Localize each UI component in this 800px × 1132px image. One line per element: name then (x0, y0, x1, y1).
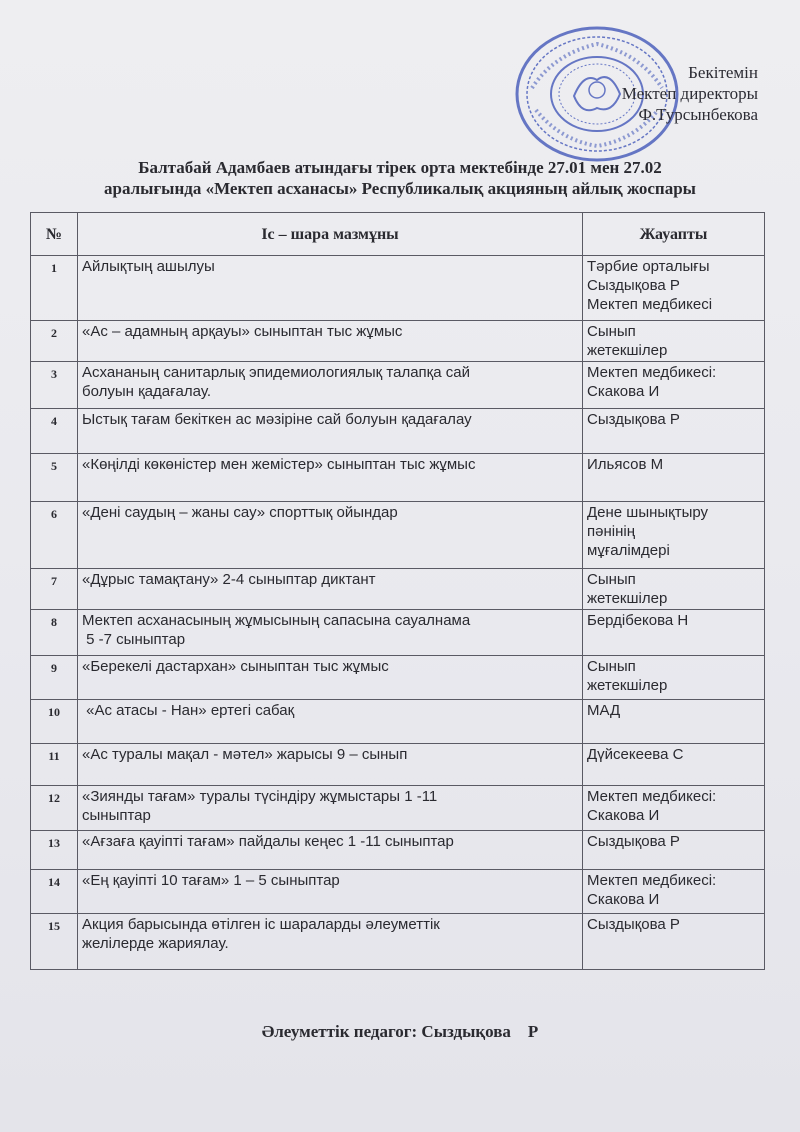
table-row (31, 569, 765, 610)
row-responsible (583, 786, 765, 831)
row-responsible-line: мұғалімдері (587, 542, 670, 559)
row-content-line: «Берекелі дастархан» сыныптан тыс жұмыс (82, 658, 389, 675)
table-row (31, 744, 765, 786)
row-content-line: сыныптар (82, 807, 151, 824)
approval-line-name: Ф.Турсынбекова (638, 105, 758, 124)
row-content-line: Асхананың санитарлық эпидемиологиялық талапқа сай (82, 364, 470, 381)
row-responsible-line: Сыздықова Р (587, 411, 680, 428)
row-responsible (583, 321, 765, 362)
row-responsible (583, 569, 765, 610)
approval-line-approve: Бекітемін (688, 63, 758, 82)
row-content-line: «Дені саудың – жаны сау» спорттық ойындар (82, 504, 398, 521)
row-responsible-line: Сыздықова Р (587, 916, 680, 933)
row-content (78, 454, 583, 502)
row-content-line: «Ас – адамның арқауы» сыныптан тыс жұмыс (82, 323, 403, 340)
table-row (31, 362, 765, 409)
approval-line-position: Мектеп директоры (621, 84, 758, 103)
row-responsible-line: Дүйсекеева С (587, 746, 684, 763)
row-responsible (583, 454, 765, 502)
row-responsible (583, 502, 765, 569)
row-number: 14 (31, 870, 78, 914)
row-number: 9 (31, 656, 78, 700)
row-content (78, 914, 583, 970)
row-number: 5 (31, 454, 78, 502)
row-responsible (583, 914, 765, 970)
row-responsible-line: пәнінің (587, 523, 635, 540)
row-responsible-line: Дене шынықтыру (587, 504, 709, 521)
row-content-line: «Дұрыс тамақтану» 2-4 сыныптар диктант (82, 571, 376, 588)
row-responsible (583, 700, 765, 744)
row-responsible-line: жетекшілер (587, 342, 668, 359)
row-responsible (583, 610, 765, 656)
row-responsible-line: Сынып (587, 571, 636, 588)
table-row (31, 831, 765, 870)
header-responsible: Жауапты (583, 213, 765, 256)
row-content-line: Ыстық тағам бекіткен ас мәзіріне сай болуын қадағалау (82, 411, 472, 428)
table-row (31, 321, 765, 362)
row-content (78, 744, 583, 786)
table-row (31, 870, 765, 914)
header-content: Іс – шара мазмұны (78, 213, 583, 256)
row-content-line: Айлықтың ашылуы (82, 258, 215, 275)
row-content (78, 831, 583, 870)
row-number: 1 (31, 256, 78, 321)
row-responsible-line: Мектеп медбикесі: (587, 364, 717, 381)
row-responsible-line: Скакова И (587, 807, 660, 824)
row-responsible-line: жетекшілер (587, 677, 668, 694)
row-responsible (583, 362, 765, 409)
row-number: 4 (31, 409, 78, 454)
row-responsible-line: Сынып (587, 658, 636, 675)
table-row (31, 656, 765, 700)
table-row (31, 256, 765, 321)
table-body (31, 256, 765, 970)
row-responsible (583, 656, 765, 700)
plan-table (30, 212, 765, 970)
row-content-line: «Зиянды тағам» туралы түсіндіру жұмыстары 1 -11 (82, 788, 438, 805)
table-row (31, 454, 765, 502)
row-responsible-line: Скакова И (587, 891, 660, 908)
row-content (78, 256, 583, 321)
row-responsible-line: Сыздықова Р (587, 833, 680, 850)
row-responsible (583, 744, 765, 786)
row-content-line: Акция барысында өтілген іс шараларды әлеуметтік (82, 916, 440, 933)
row-content (78, 610, 583, 656)
signature-line: Әлеуметтік педагог: Сыздықова Р (261, 1022, 539, 1041)
row-content-line: желілерде жариялау. (82, 935, 229, 952)
row-content-line: болуын қадағалау. (82, 383, 211, 400)
row-content (78, 700, 583, 744)
row-content-line: «Ағзаға қауіпті тағам» пайдалы кеңес 1 -11 сыныптар (82, 833, 454, 850)
row-number: 8 (31, 610, 78, 656)
document-title-line-2: аралығында «Мектеп асханасы» Республикалық акцияның айлық жоспары (104, 179, 696, 198)
row-content (78, 569, 583, 610)
row-responsible (583, 409, 765, 454)
row-responsible-line: Ильясов М (587, 456, 664, 473)
row-number: 6 (31, 502, 78, 569)
row-content (78, 502, 583, 569)
row-content (78, 656, 583, 700)
table-row (31, 786, 765, 831)
row-responsible (583, 831, 765, 870)
row-content (78, 870, 583, 914)
row-responsible-line: Скакова И (587, 383, 660, 400)
row-responsible-line: Сыздықова Р (587, 277, 680, 294)
header-number: № (31, 213, 78, 256)
row-content (78, 362, 583, 409)
row-responsible-line: Мектеп медбикесі: (587, 872, 717, 889)
table-row (31, 914, 765, 970)
table-header-row (31, 213, 765, 256)
row-number: 11 (31, 744, 78, 786)
row-responsible-line: жетекшілер (587, 590, 668, 607)
row-number: 10 (31, 700, 78, 744)
row-content-line: «Ең қауіпті 10 тағам» 1 – 5 сыныптар (82, 872, 340, 889)
row-content (78, 321, 583, 362)
row-responsible (583, 256, 765, 321)
row-number: 3 (31, 362, 78, 409)
document-title-line-1: Балтабай Адамбаев атындағы тірек орта мектебінде 27.01 мен 27.02 (138, 158, 662, 177)
table-row (31, 610, 765, 656)
row-content-line: Мектеп асханасының жұмысының сапасына сауалнама (82, 612, 471, 629)
row-number: 15 (31, 914, 78, 970)
row-responsible-line: Сынып (587, 323, 636, 340)
row-content-line: «Ас туралы мақал - мәтел» жарысы 9 – сынып (82, 746, 408, 763)
row-responsible-line: Тәрбие орталығы (587, 258, 710, 275)
row-number: 12 (31, 786, 78, 831)
approval-block (590, 62, 758, 125)
row-content (78, 786, 583, 831)
table-row (31, 700, 765, 744)
row-content (78, 409, 583, 454)
row-responsible-line: Мектеп медбикесі (587, 296, 713, 313)
row-content-line: «Көңілді көкөністер мен жемістер» сыныптан тыс жұмыс (82, 456, 476, 473)
row-content-line: 5 -7 сыныптар (82, 631, 186, 648)
row-responsible-line: МАД (587, 702, 621, 719)
table-row (31, 502, 765, 569)
row-responsible (583, 870, 765, 914)
row-content-line: «Ас атасы - Нан» ертегі сабақ (82, 702, 295, 719)
row-responsible-line: Мектеп медбикесі: (587, 788, 717, 805)
row-number: 2 (31, 321, 78, 362)
row-number: 13 (31, 831, 78, 870)
row-responsible-line: Бердібекова Н (587, 612, 689, 629)
row-number: 7 (31, 569, 78, 610)
table-row (31, 409, 765, 454)
